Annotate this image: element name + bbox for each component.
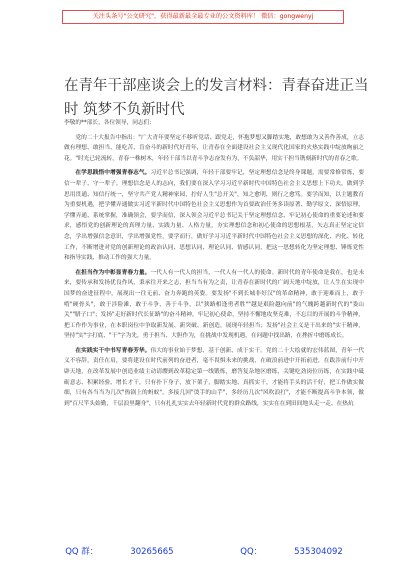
qq-contact <box>224 547 359 557</box>
paragraph-3-lead: 在担当作为中彰显青春力量。 <box>75 269 151 276</box>
paragraph-2 <box>64 168 364 263</box>
qq-group-label: QQ 群： <box>65 547 99 557</box>
paragraph-2-text: 习近平总书记强调，年轻干部要牢记，坚定理想信念是终身课题，需要常修常炼，要信一辈子、守一辈子。理想信念是人的志向，我们要在深入学习习近平新时代中国特色社会主义思想上下功夫，做到学思用贯通、知信行统一，坚守共产党人精神家园，拧好人生"总开关"，知之愈明，则行之愈笃。要学而知，以主题教育为重要机遇，把学懂弄通做实习近平新时代中国特色社会主义思想作为首要政治任务多读原著、勤学原文、深悟原理，学懂弄通、系统掌握，准确领会，要学而信，深入领会习近平总书记关于坚定理想信念、牢记初心使命的重要论述和要求，感悟党的创新理论的真理力量、实践力量、人格力量，夯实理想信念和初心使命的思想根基，矢志真正坚定定信念，学出增强信念意识，学出增强党性，要学而行，做好学习习近平新时代中国特色社会主义思想的深化、内化、转化工作，不断增进对党的创新理论的政治认同、思想认同、理论认同、情感认同，把这一思想转化为坚定理想、锤炼党性和指导实践、推动工作的强大力量。 <box>64 170 365 262</box>
footer-contact <box>0 545 408 557</box>
paragraph-4-text: 伟大的事业始于梦想、基于创新、成于实干。党的二十大绘就的宏伟蓝图，青年一代义不容辞，责任在肩，要将建设在时代前列的奋进者，毫不畏惧未来的挑战，在破浪前进中开拓前进，在跋涉前行中开辟天地，在改革发展中创造业绩主动请缨到改革稳定第一线锻炼，磨答复杂地区磨练，关键吃劲岗位历练，在实践中砥砺意志、积累经验、增长才干，只有扑下身子，放下架子，脚踏实地、真抓实干，才能将手头的活干好，把工作做实做细，只有各当当为几次"热锅上的蚂蚁"，多接几回"烫手的山芋"，多经历几次"风吹浪打"，才能不断提高斗争本领，做到"百尺竿头始勤，千层浪里翻身"，只有扎扎实实去年轻新时代党的群众路线，实实在在到田间地头走一走、在热炕 <box>64 347 365 407</box>
paragraph-4 <box>64 346 364 410</box>
qq-group <box>49 547 189 557</box>
qq-contact-number: 535304092 <box>294 547 343 557</box>
document-body <box>64 118 364 413</box>
paragraph-1 <box>64 133 364 165</box>
greeting: 李敬的**部长，各位领导，同志们： <box>64 120 155 126</box>
qq-contact-label: QQ： <box>240 547 263 557</box>
promo-banner: 关注头条号"公文研究"，获得最新最全最专业的公文资料库！ 微信：gongwenyj <box>62 10 344 24</box>
paragraph-4-lead: 在实践实干中书写青春芳华。 <box>75 347 151 354</box>
paragraph-3-text: 一代人有一代人的担当，一代人有一代人的使命。新时代的青年使命是我在，也是未来，要传承和发扬优良作风，秉承往开来之志，担当当有为之责，让青春在新时代的广阔天地中绽放，让人生在实现中国梦的奋进征程中，展现出一往无前、奋力奔跑的英姿。要发扬"不到长城非好汉"的革命精神，敢于迎难而上，敢于啃"硬骨头"，敢于涉险滩，敢于斗争、善于斗争，以"狭路相逢勇者胜""越是艰险越向前"的气魄跨越新时代的"娄山关""腊子口"；发扬"走好新时代长征路"的奋斗精神，牢记初心使命，坚持不懈地攻坚克难，不忘目的开展的斗争精神，把工作作为事业，在本职岗位中争取新发展、新突破、新创造，展现年轻担当；发扬"社会主义是干出来的"实干精神，坚持"实"字打底、"干"字为先，勇于担当、大胆作为，在挑战中发现机遇，在问题中找出路，在挫折中磨练成长。 <box>64 269 365 340</box>
page-title: 在青年干部座谈会上的发言材料：青春奋进正当时 筑梦不负新时代 <box>64 77 369 118</box>
paragraph-1-text: 党的二十大报告中指出："广大青年要坚定不移听党话、跟党走，怀抱梦想又脚踏实地，敢想敢为又善作善成，立志做有理想、敢担当、能吃苦、肯奋斗的新时代好青年，让青春在全面建设社会主义现代化国家的火热实践中绽放绚丽之花。"时光已轮流转，青春一株树木，年轻干部当以青斗争志奋发有为，不负韶华，用实干担当镌刻新时代的青春之歌。 <box>64 134 364 162</box>
paragraph-3 <box>64 268 364 342</box>
paragraph-2-lead: 在学思践悟中增强青春志气。 <box>75 170 151 177</box>
qq-group-number: 30265665 <box>130 547 174 557</box>
